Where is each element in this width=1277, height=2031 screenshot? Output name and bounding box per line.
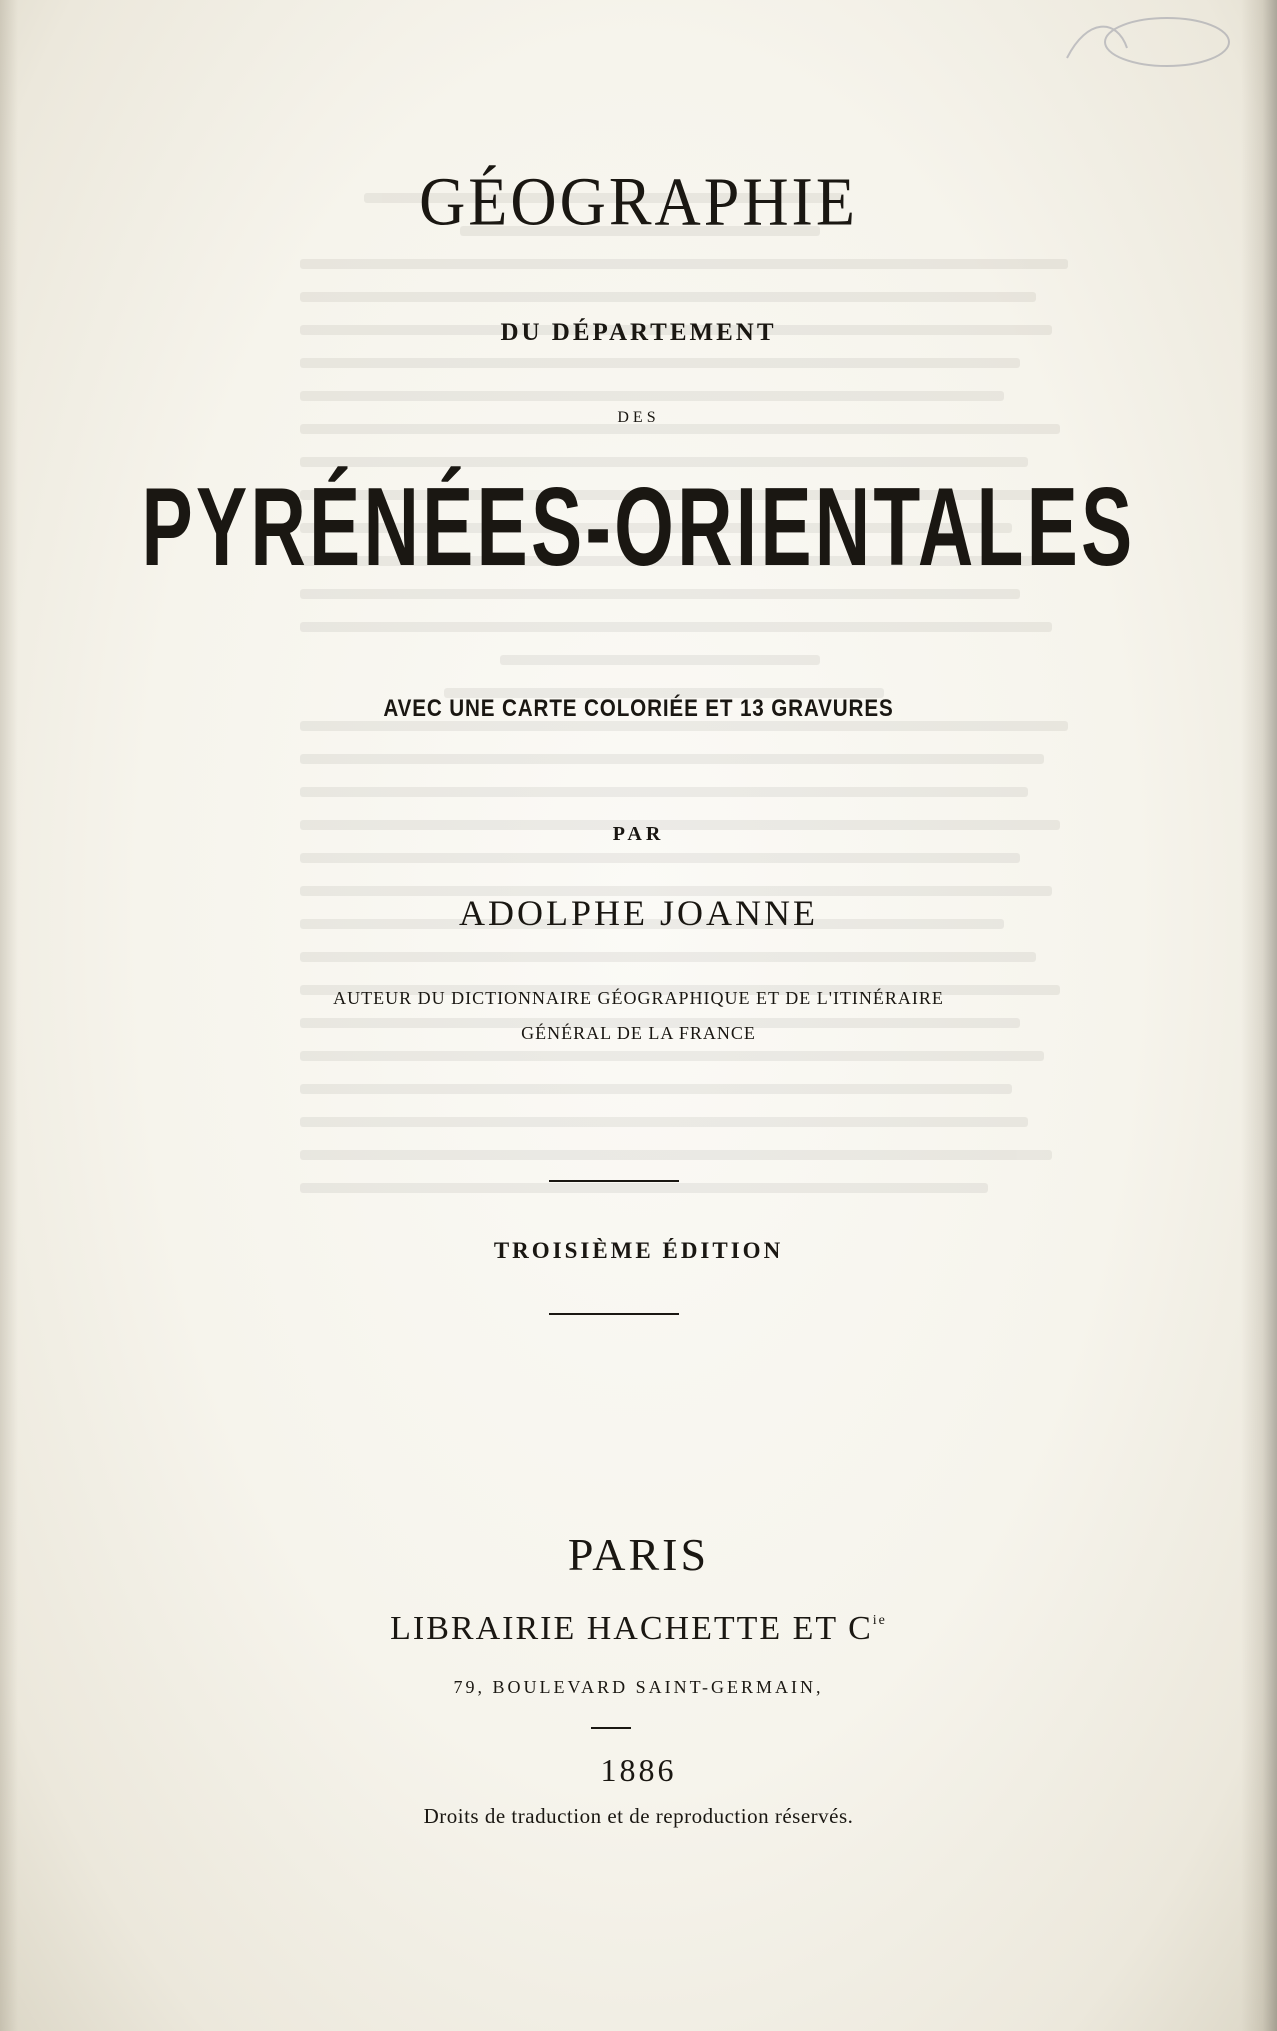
book-title: GÉOGRAPHIE [419, 163, 858, 240]
divider-rule-bottom [549, 1313, 679, 1315]
author-name: ADOLPHE JOANNE [459, 893, 818, 933]
imprint-publisher [0, 1612, 1277, 1646]
author-credit-line-1: AUTEUR DU DICTIONNAIRE GÉOGRAPHIQUE ET DE L'ITINÉRAIRE [333, 988, 944, 1008]
main-title: PYRÉNÉES-ORIENTALES [141, 465, 1136, 590]
rights-notice: Droits de traduction et de reproduction réservés. [423, 1804, 854, 1828]
imprint-address: 79, BOULEVARD SAINT-GERMAIN, [453, 1677, 824, 1697]
edition-line: TROISIÈME ÉDITION [493, 1238, 784, 1263]
par-line: PAR [612, 823, 665, 845]
imprint-city: PARIS [567, 1529, 710, 1580]
page-edge-left [0, 0, 18, 2031]
publisher-superscript: ie [872, 1613, 887, 1628]
publisher-name: LIBRAIRIE HACHETTE ET C [390, 1610, 873, 1647]
des-line: DES [617, 409, 660, 426]
author-credit-line-2: GÉNÉRAL DE LA FRANCE [521, 1023, 756, 1043]
department-line: DU DÉPARTEMENT [500, 319, 777, 346]
subtitle: AVEC UNE CARTE COLORIÉE ET 13 GRAVURES [383, 695, 894, 722]
page-edge-right [1241, 0, 1277, 2031]
library-stamp-mark [1047, 8, 1237, 78]
divider-rule-year [591, 1727, 631, 1729]
imprint-year: 1886 [600, 1752, 677, 1788]
divider-rule-top [549, 1180, 679, 1182]
